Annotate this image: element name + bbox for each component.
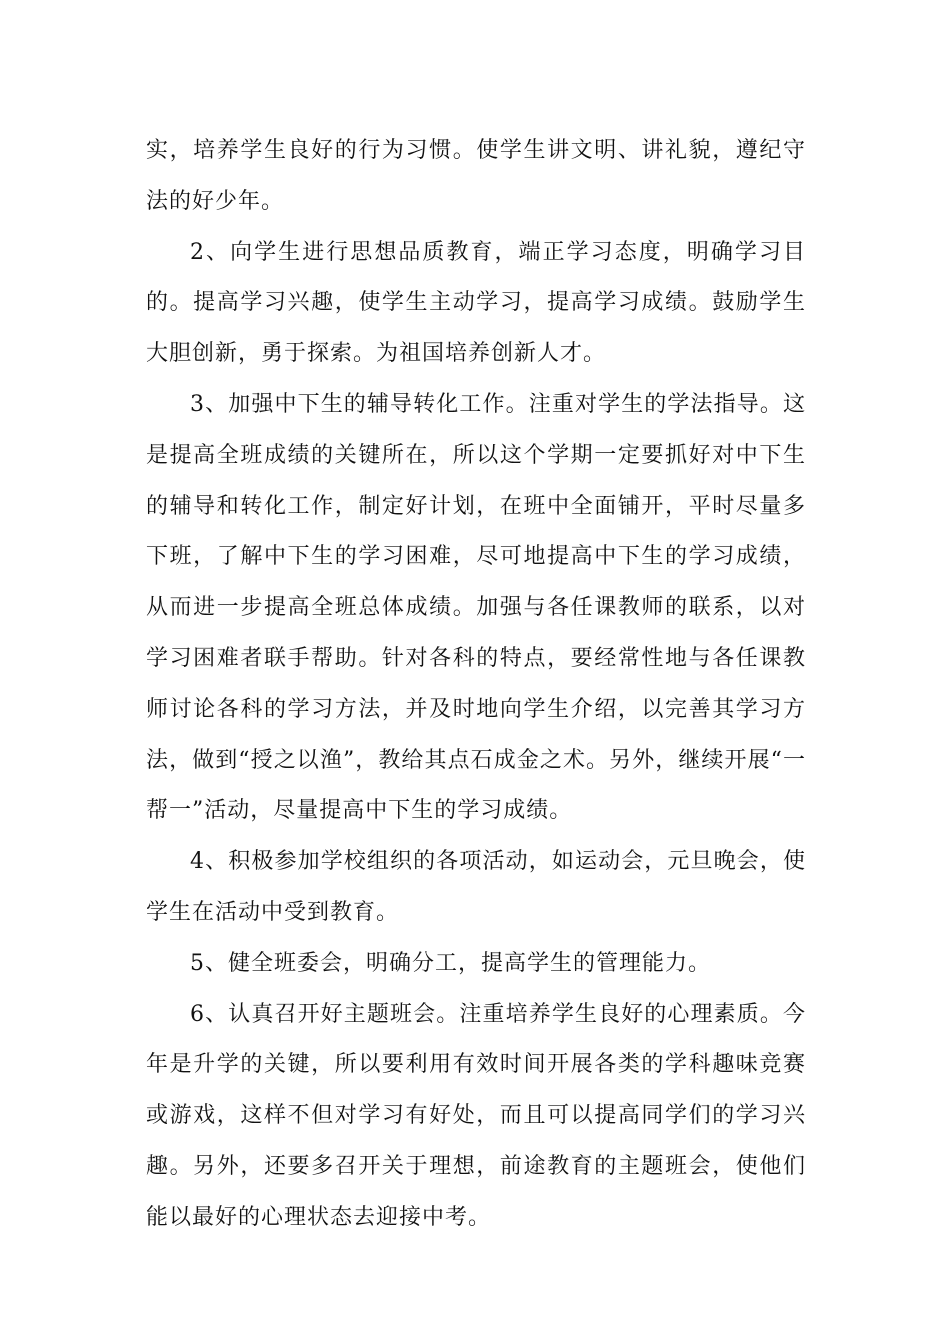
paragraph-continuation: 实，培养学生良好的行为习惯。使学生讲文明、讲礼貌，遵纪守法的好少年。 bbox=[146, 138, 806, 214]
paragraph-item-6: 6、认真召开好主题班会。注重培养学生良好的心理素质。今年是升学的关键，所以要利用有效时间开展各类的学科趣味竞赛或游戏，这样不但对学习有好处，而且可以提高同学们的学习兴趣。另外，还要多召开关于理想，前途教育的主题班会，使他们能以最好的心理状态去迎接中考。 bbox=[146, 1001, 806, 1230]
paragraph-item-2: 2、向学生进行思想品质教育，端正学习态度，明确学习目的。提高学习兴趣，使学生主动学习，提高学习成绩。鼓励学生大胆创新，勇于探索。为祖国培养创新人才。 bbox=[146, 239, 806, 367]
paragraph-item-3: 3、加强中下生的辅导转化工作。注重对学生的学法指导。这是提高全班成绩的关键所在，所以这个学期一定要抓好对中下生的辅导和转化工作，制定好计划，在班中全面铺开，平时尽量多下班，了解中下生的学习困难，尽可地提高中下生的学习成绩，从而进一步提高全班总体成绩。加强与各任课教师的联系，以对学习困难者联手帮助。针对各科的特点，要经常性地与各任课教师讨论各科的学习方法，并及时地向学生介绍，以完善其学习方法，做到“授之以渔”，教给其点石成金之术。另外，继续开展“一帮一”活动，尽量提高中下生的学习成绩。 bbox=[146, 391, 806, 824]
paragraph-item-5: 5、健全班委会，明确分工，提高学生的管理能力。 bbox=[190, 950, 711, 976]
document-body bbox=[146, 126, 806, 1244]
paragraph-item-4: 4、积极参加学校组织的各项活动，如运动会，元旦晚会，使学生在活动中受到教育。 bbox=[146, 849, 806, 925]
